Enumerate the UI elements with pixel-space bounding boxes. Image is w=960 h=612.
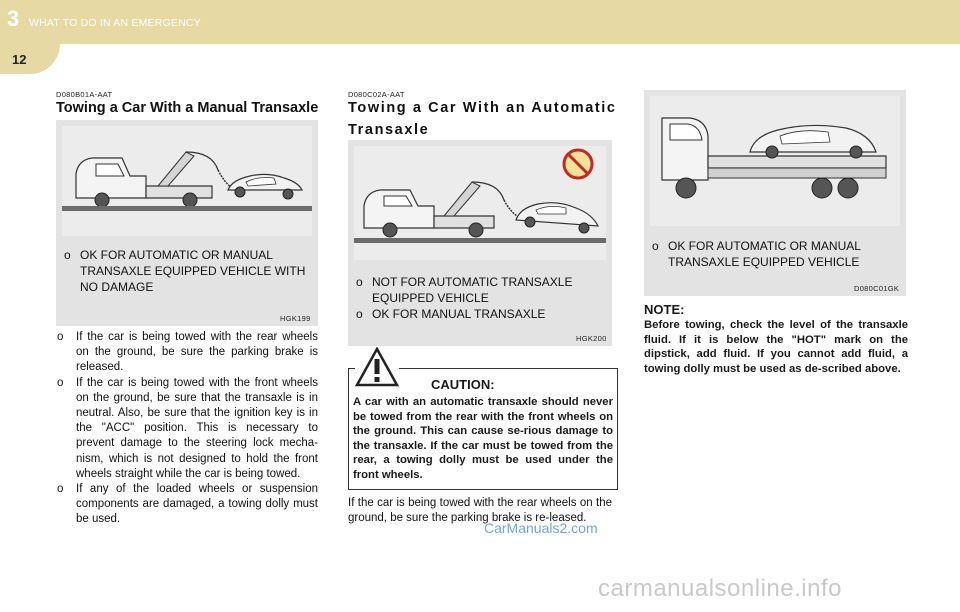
list-item — [56, 330, 318, 376]
warning-triangle-icon — [355, 347, 399, 387]
watermark-carmanuals2: CarManuals2.com — [484, 520, 598, 536]
list-item — [56, 376, 318, 482]
header-tab — [0, 44, 60, 74]
figure-code-right: D080C01GK — [854, 284, 900, 293]
panel-bullet-item — [356, 274, 604, 306]
list-item-text: If any of the loaded wheels or suspension components are damaged, a towing dolly must be used. — [76, 483, 318, 526]
road-line — [354, 238, 606, 243]
bullet-glyph: o — [652, 239, 659, 253]
list-item-text: If the car is being towed with the front wheels on the ground, be sure that the transaxle is in neutral. Also, be sure that the ignition key is in the "ACC" position. This is necessary to prevent damage to the steering lock mecha-nism, which is not designed to hold the front wheels straight while the car is being towed. — [76, 376, 318, 480]
chapter-title: WHAT TO DO IN AN EMERGENCY — [29, 17, 201, 29]
bullet-list-left — [56, 330, 318, 528]
road-line — [62, 206, 312, 211]
watermark-carmanualsonline: carmanualsonline.info — [598, 575, 842, 602]
panel-bullet-text: OK FOR AUTOMATIC OR MANUAL TRANSAXLE EQUIPPED VEHICLE — [668, 239, 861, 269]
caution-title: CAUTION: — [431, 377, 495, 392]
flatbed-illustration — [650, 96, 900, 226]
section-code-left: D080B01A-AAT — [56, 90, 113, 99]
note-title: NOTE: — [644, 302, 685, 317]
caution-body: A car with an automatic transaxle should never be towed from the rear with the front wheels on the ground. This can cause se-rious damage to the transaxle. If the car must be towed from the rear, a towing dolly must be used under the front wheels. — [353, 396, 613, 481]
chapter-number: 3 — [7, 6, 20, 31]
figure-panel-middle — [348, 140, 612, 346]
panel-bullet-item — [64, 247, 308, 295]
tow-truck-illustration-left — [62, 126, 312, 236]
caution-box — [348, 368, 618, 490]
panel-caption-left — [64, 247, 308, 295]
bullet-glyph: o — [57, 331, 64, 343]
list-item-text: If the car is being towed with the rear wheels on the ground, be sure the parking brake is released. — [76, 331, 318, 374]
figure-code-middle: HGK200 — [576, 334, 607, 343]
panel-bullet-text: OK FOR MANUAL TRANSAXLE — [372, 307, 546, 321]
panel-caption-middle — [356, 274, 604, 322]
panel-bullet-text: OK FOR AUTOMATIC OR MANUAL TRANSAXLE EQUIPPED VEHICLE WITH NO DAMAGE — [80, 248, 306, 294]
section-code-middle: D080C02A-AAT — [348, 90, 405, 99]
figure-panel-right — [644, 90, 906, 296]
heading-manual-transaxle: Towing a Car With a Manual Transaxle — [56, 100, 319, 116]
heading-automatic-transaxle-line1: Towing a Car With an Automatic — [348, 100, 617, 116]
list-item — [56, 482, 318, 528]
figure-panel-left — [56, 120, 318, 326]
panel-bullet-item — [652, 238, 898, 270]
note-body: Before towing, check the level of the transaxle fluid. If it is below the "HOT" mark on the dipstick, add fluid. If you cannot add fluid, a towing dolly must be used as de-scribed above. — [644, 319, 908, 375]
figure-code-left: HGK199 — [280, 314, 311, 323]
panel-bullet-item — [356, 306, 604, 322]
bullet-glyph: o — [64, 248, 71, 262]
bullet-glyph: o — [356, 275, 363, 289]
page-number: 12 — [12, 52, 27, 67]
bullet-glyph: o — [356, 307, 363, 321]
heading-automatic-transaxle-line2: Transaxle — [348, 122, 430, 138]
panel-caption-right — [652, 238, 898, 270]
wheel-lift-tow-illustration — [62, 126, 312, 236]
bullet-glyph: o — [57, 376, 64, 389]
tow-truck-illustration-middle — [354, 146, 606, 260]
bullet-glyph: o — [57, 483, 64, 496]
flatbed-truck-illustration — [650, 96, 900, 226]
panel-bullet-text: NOT FOR AUTOMATIC TRANSAXLE EQUIPPED VEHICLE — [372, 275, 573, 305]
rear-wheels-paragraph: If the car is being towed with the rear wheels on the ground, be sure the parking brake is re-leased. — [348, 497, 612, 524]
